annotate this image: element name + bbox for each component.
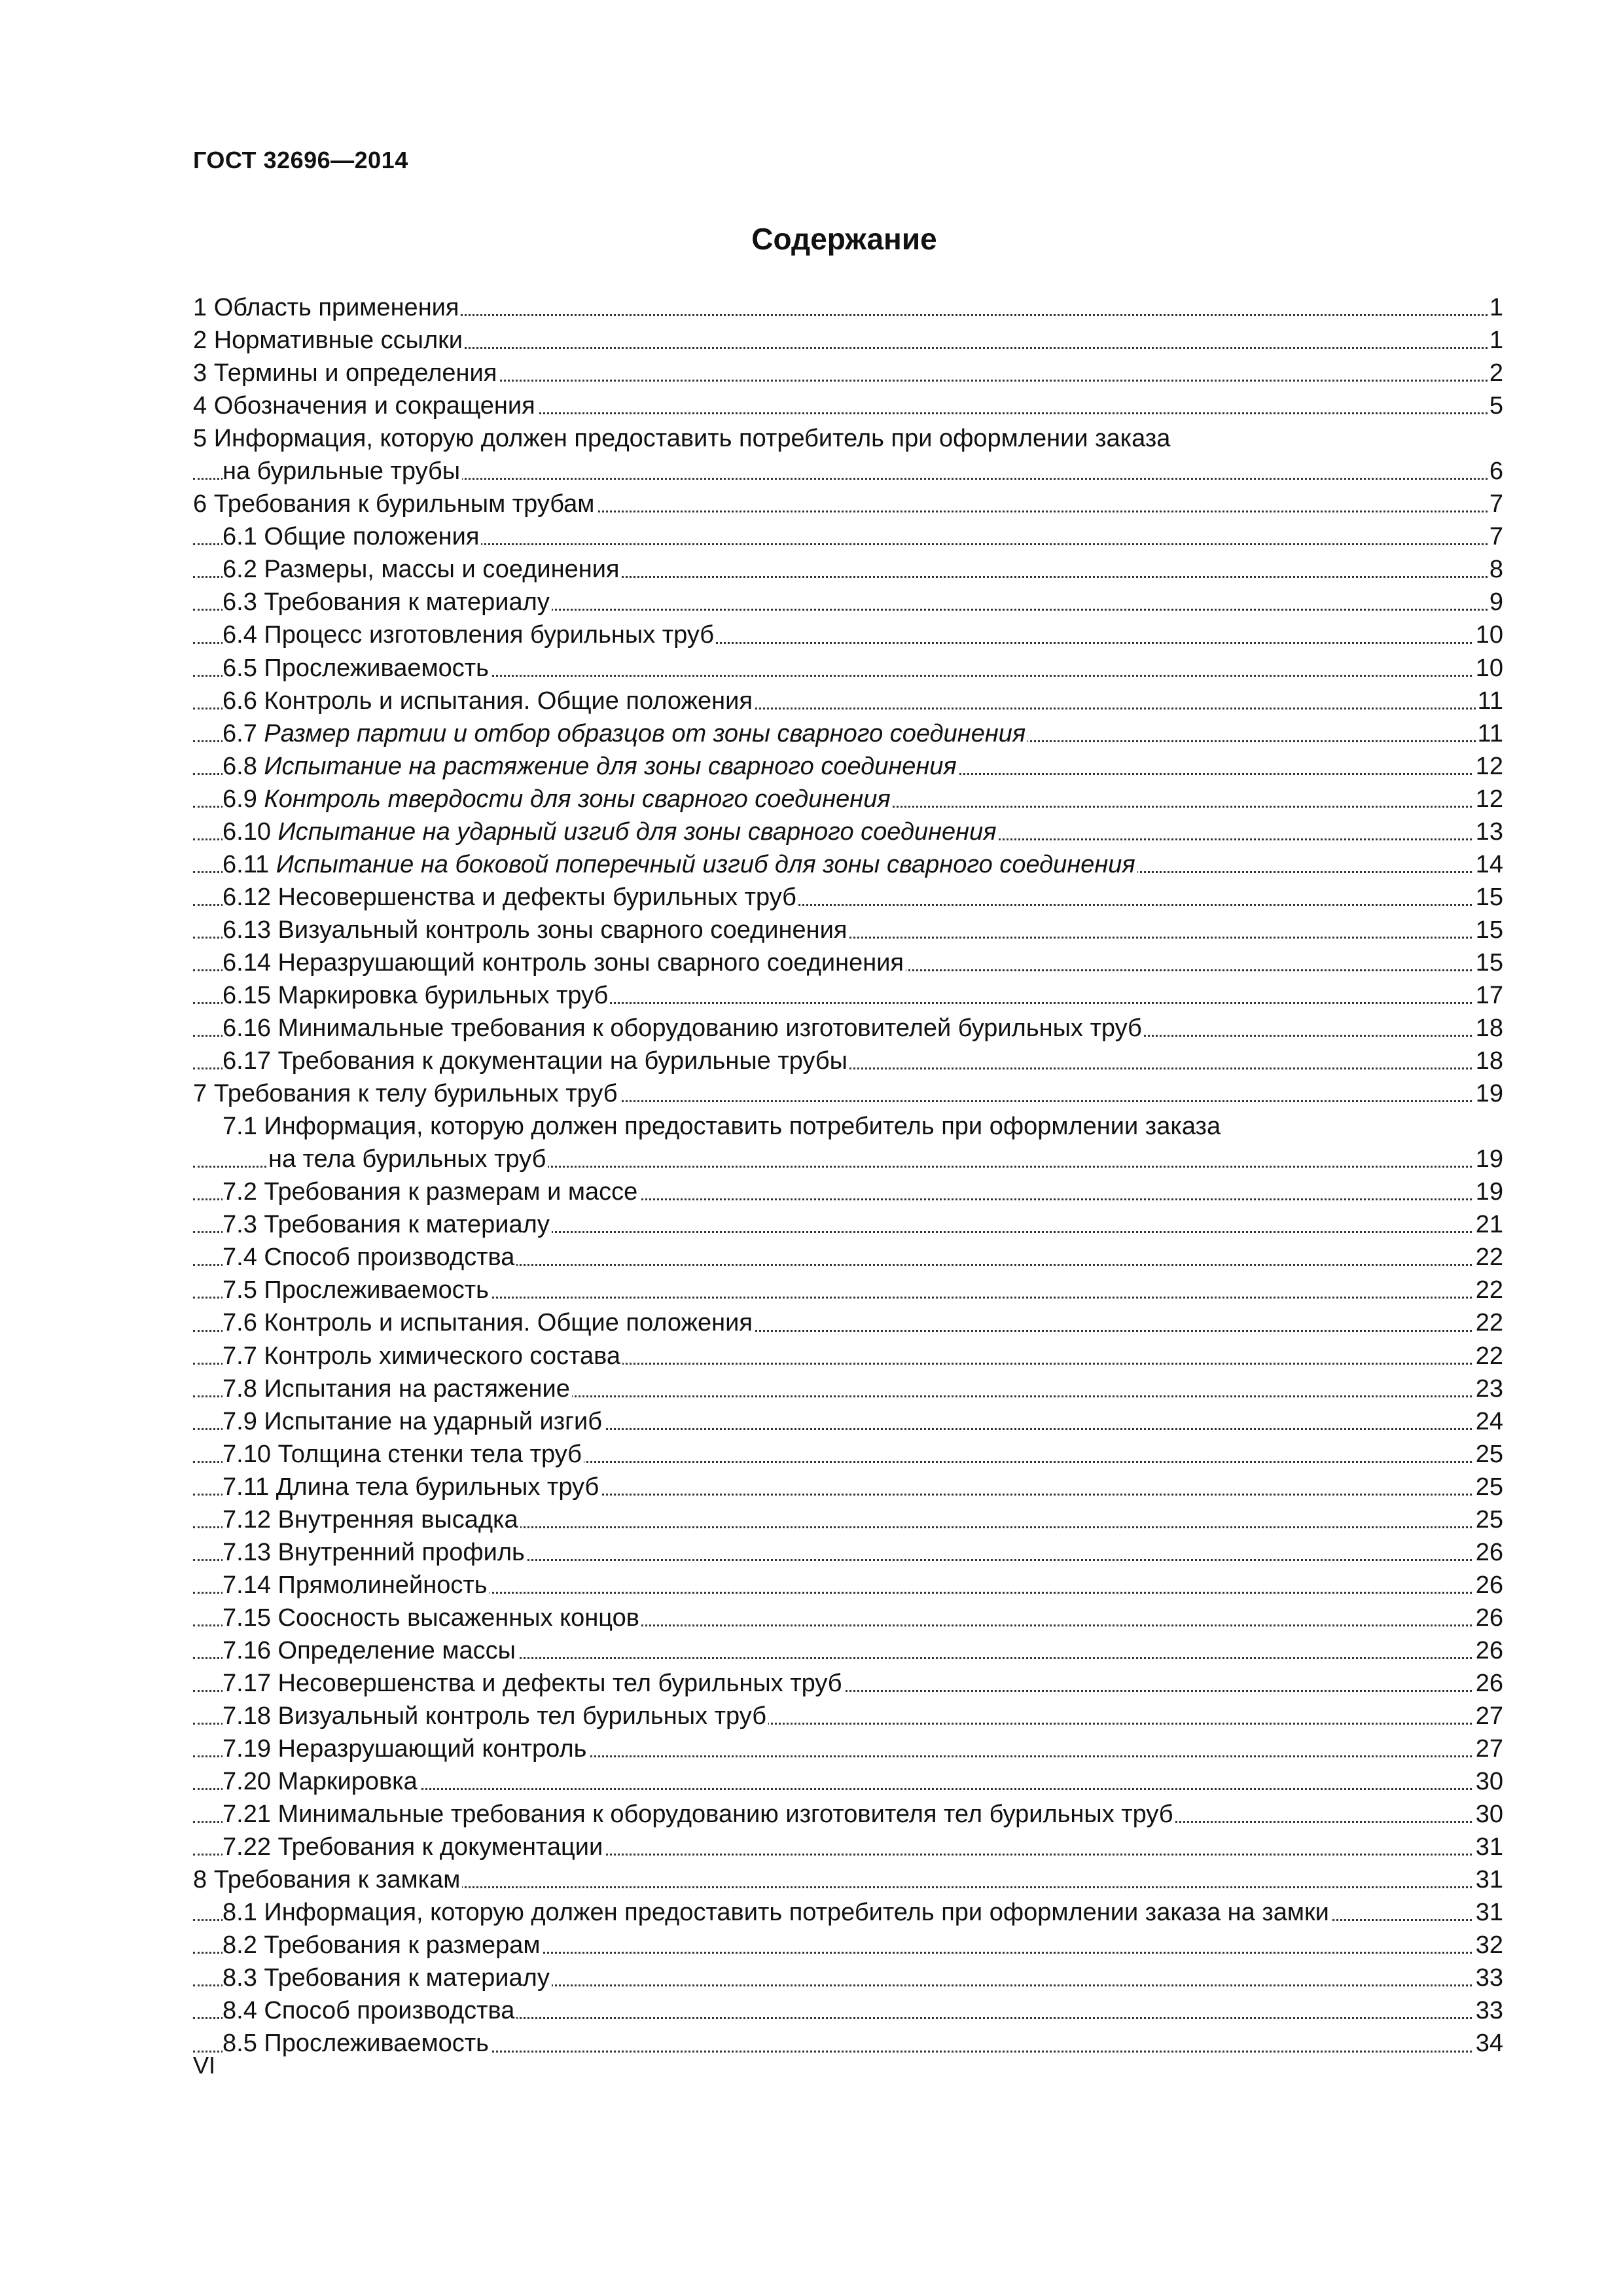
- toc-entry-label: Размер партии и отбор образцов от зоны сварного соединения: [264, 719, 1026, 747]
- toc-entry-title: 7.13 Внутренний профиль: [223, 1536, 527, 1569]
- toc-entry-title: 8.5 Прослеживаемость: [223, 2027, 491, 2060]
- toc-entry-title: 7.12 Внутренняя высадка: [223, 1503, 520, 1536]
- toc-entry[interactable]: [193, 1798, 1503, 1831]
- toc-entry-title: 2 Нормативные ссылки: [193, 324, 465, 357]
- toc-entry-number: 6.8: [223, 752, 257, 780]
- toc-entry[interactable]: [193, 1602, 1503, 1634]
- toc-entry-number: 6.7: [223, 719, 257, 747]
- toc-entry-title: 7.10 Толщина стенки тела труб: [223, 1438, 584, 1471]
- toc-entry-title: на бурильные трубы: [223, 455, 462, 488]
- toc-page-number: 22: [1474, 1306, 1503, 1339]
- toc-entry[interactable]: [193, 1536, 1503, 1569]
- toc-entry[interactable]: [193, 1471, 1503, 1503]
- toc-page-number: 22: [1474, 1340, 1503, 1372]
- toc-entry[interactable]: [193, 685, 1503, 717]
- toc-entry-title: 6.1 Общие положения: [223, 520, 481, 553]
- toc-page-number: 1: [1488, 324, 1503, 357]
- toc-entry-title: 7.3 Требования к материалу: [223, 1208, 552, 1241]
- toc-page-number: 15: [1474, 881, 1503, 914]
- toc-page-number: 31: [1474, 1863, 1503, 1896]
- toc-page-number: 14: [1474, 848, 1503, 881]
- toc-entry[interactable]: [193, 1732, 1503, 1765]
- toc-page-number: 19: [1474, 1175, 1503, 1208]
- toc-page-number: 30: [1474, 1765, 1503, 1798]
- toc-page-number: 9: [1488, 586, 1503, 619]
- toc-entry-title: 8.4 Способ производства: [223, 1994, 516, 2027]
- toc-entry-title: 6.6 Контроль и испытания. Общие положения: [223, 685, 755, 717]
- toc-entry[interactable]: [193, 1405, 1503, 1438]
- toc-entry[interactable]: [193, 1994, 1503, 2027]
- toc-entry-label: Испытание на растяжение для зоны сварного соединения: [264, 752, 957, 780]
- toc-entry[interactable]: [193, 1274, 1503, 1306]
- toc-entry[interactable]: [193, 1863, 1503, 1896]
- toc-page-number: 6: [1488, 455, 1503, 488]
- toc-entry[interactable]: [193, 1634, 1503, 1667]
- toc-entry[interactable]: [193, 1667, 1503, 1700]
- toc-entry[interactable]: [193, 1831, 1503, 1863]
- toc-page-number: 22: [1474, 1241, 1503, 1274]
- toc-page-number: 26: [1474, 1667, 1503, 1700]
- toc-entry-title: 7.5 Прослеживаемость: [223, 1274, 491, 1306]
- toc-page-number: 13: [1474, 816, 1503, 848]
- toc-page-number: 5: [1488, 389, 1503, 422]
- toc-entry[interactable]: [193, 1700, 1503, 1732]
- toc-entry-title: 7.2 Требования к размерам и массе: [223, 1175, 639, 1208]
- toc-entry-number: 6.9: [223, 785, 257, 813]
- toc-page-number: 33: [1474, 1994, 1503, 2027]
- toc-entry-title: 7.19 Неразрушающий контроль: [223, 1732, 588, 1765]
- toc-entry[interactable]: [193, 520, 1503, 553]
- toc-entry-title: 6.15 Маркировка бурильных труб: [223, 979, 610, 1012]
- toc-entry[interactable]: [193, 1143, 1503, 1175]
- toc-entry[interactable]: [193, 488, 1503, 520]
- toc-entry[interactable]: [193, 979, 1503, 1012]
- toc-entry-title: 3 Термины и определения: [193, 357, 499, 389]
- toc-entry[interactable]: [193, 1438, 1503, 1471]
- toc-entry[interactable]: [193, 783, 1503, 816]
- toc-entry[interactable]: [193, 1012, 1503, 1045]
- toc-page-number: 26: [1474, 1634, 1503, 1667]
- toc-entry[interactable]: [193, 816, 1503, 848]
- toc-entry-title: 7.4 Способ производства: [223, 1241, 516, 1274]
- toc-entry[interactable]: [193, 1929, 1503, 1962]
- toc-entry-title: 5 Информация, которую должен предоставить потребитель при оформлении заказа: [193, 422, 1172, 455]
- toc-entry-title: 7 Требования к телу бурильных труб: [193, 1077, 620, 1110]
- toc-entry-title: 8 Требования к замкам: [193, 1863, 462, 1896]
- toc-page-number: 26: [1474, 1602, 1503, 1634]
- toc-entry[interactable]: [193, 1765, 1503, 1798]
- toc-entry-label: Контроль твердости для зоны сварного соединения: [264, 785, 891, 813]
- toc-page-number: 31: [1474, 1896, 1503, 1929]
- toc-entry-title: [223, 848, 1137, 881]
- toc-entry-title: [223, 750, 959, 783]
- toc-entry-title: 7.22 Требования к документации: [223, 1831, 605, 1863]
- toc-title: Содержание: [751, 222, 937, 256]
- toc-page-number: 17: [1474, 979, 1503, 1012]
- toc-entry-title: 7.15 Соосность высаженных концов: [223, 1602, 641, 1634]
- toc-entry[interactable]: [193, 619, 1503, 651]
- toc-entry-title: 7.18 Визуальный контроль тел бурильных труб: [223, 1700, 768, 1732]
- toc-entry[interactable]: [193, 750, 1503, 783]
- toc-entry[interactable]: [193, 1340, 1503, 1372]
- toc-entry[interactable]: [193, 586, 1503, 619]
- toc-entry-title: 4 Обозначения и сокращения: [193, 389, 537, 422]
- toc-page-number: 27: [1474, 1700, 1503, 1732]
- toc-entry-title: 6.4 Процесс изготовления бурильных труб: [223, 619, 716, 651]
- toc-entry-title: 8.1 Информация, которую должен предоставить потребитель при оформлении заказа на замки: [223, 1896, 1331, 1929]
- toc-entry-title: 6.12 Несовершенства и дефекты бурильных труб: [223, 881, 798, 914]
- toc-page-number: 15: [1474, 946, 1503, 979]
- toc-page-number: 21: [1474, 1208, 1503, 1241]
- toc-page-number: 26: [1474, 1569, 1503, 1602]
- toc-entry[interactable]: [193, 1241, 1503, 1274]
- toc-page-number: 30: [1474, 1798, 1503, 1831]
- toc-entry-title: 7.9 Испытание на ударный изгиб: [223, 1405, 604, 1438]
- toc-entry-title: 7.8 Испытания на растяжение: [223, 1372, 572, 1405]
- toc-entry-title: 7.20 Маркировка: [223, 1765, 419, 1798]
- toc-page-number: 11: [1476, 717, 1503, 750]
- toc-page-number: 7: [1488, 520, 1503, 553]
- toc-page-number: 31: [1474, 1831, 1503, 1863]
- toc-entry[interactable]: [193, 946, 1503, 979]
- toc-entry-title: 6.14 Неразрушающий контроль зоны сварного соединения: [223, 946, 906, 979]
- toc-entry-title: 6.16 Минимальные требования к оборудованию изготовителей бурильных труб: [223, 1012, 1144, 1045]
- toc-entry-title: [223, 783, 893, 816]
- toc-entry-title: [223, 717, 1027, 750]
- toc-entry[interactable]: [193, 1962, 1503, 1994]
- toc-entry[interactable]: [193, 1372, 1503, 1405]
- toc-entry-title: 8.3 Требования к материалу: [223, 1962, 552, 1994]
- toc-page-number: 11: [1476, 685, 1503, 717]
- toc-entry-title: 7.1 Информация, которую должен предоставить потребитель при оформлении заказа: [223, 1110, 1222, 1143]
- toc-entry-title: 7.6 Контроль и испытания. Общие положения: [223, 1306, 755, 1339]
- toc-entry-label: Испытание на ударный изгиб для зоны сварного соединения: [277, 817, 997, 846]
- toc-entry-title: 6.5 Прослеживаемость: [223, 652, 491, 685]
- toc-page-number: 12: [1474, 783, 1503, 816]
- toc-page-number: 25: [1474, 1471, 1503, 1503]
- toc-entry[interactable]: [193, 422, 1503, 455]
- toc-page-number: 34: [1474, 2027, 1503, 2060]
- toc-page-number: 10: [1474, 619, 1503, 651]
- toc-entry-title: 7.16 Определение массы: [223, 1634, 518, 1667]
- toc-page-number: 27: [1474, 1732, 1503, 1765]
- toc-entry[interactable]: [193, 1045, 1503, 1077]
- toc-page-number: 2: [1488, 357, 1503, 389]
- toc-entry[interactable]: [193, 881, 1503, 914]
- toc-entry-title: 7.7 Контроль химического состава: [223, 1340, 622, 1372]
- toc-page-number: 7: [1488, 488, 1503, 520]
- toc-entry[interactable]: [193, 357, 1503, 389]
- toc-entry[interactable]: [193, 455, 1503, 488]
- toc-entry-title: 6.17 Требования к документации на бурильные трубы: [223, 1045, 849, 1077]
- toc-entry[interactable]: [193, 1306, 1503, 1339]
- toc-page-number: 18: [1474, 1045, 1503, 1077]
- toc-page-number: 23: [1474, 1372, 1503, 1405]
- toc-entry[interactable]: [193, 717, 1503, 750]
- toc-page-number: 8: [1488, 553, 1503, 586]
- toc-page-number: 10: [1474, 652, 1503, 685]
- toc-entry[interactable]: [193, 1208, 1503, 1241]
- toc-entry-title: 7.14 Прямолинейность: [223, 1569, 490, 1602]
- toc-entry-number: 6.11: [223, 850, 270, 878]
- toc-entry-title: 8.2 Требования к размерам: [223, 1929, 543, 1962]
- toc-entry-title: 6 Требования к бурильным трубам: [193, 488, 596, 520]
- toc-entry[interactable]: [193, 324, 1503, 357]
- toc-entry[interactable]: [193, 291, 1503, 324]
- toc-entry-title: 1 Область применения: [193, 291, 461, 324]
- document-code: ГОСТ 32696—2014: [193, 147, 408, 173]
- toc-entry[interactable]: [193, 1175, 1503, 1208]
- toc-entry[interactable]: [193, 1896, 1503, 1929]
- toc-page-number: 24: [1474, 1405, 1503, 1438]
- toc-page-number: 22: [1474, 1274, 1503, 1306]
- toc-page-number: 12: [1474, 750, 1503, 783]
- toc-entry-number: 6.10: [223, 817, 271, 846]
- toc-entry-title: на тела бурильных труб: [268, 1143, 548, 1175]
- toc-page-number: 15: [1474, 914, 1503, 946]
- toc-page-number: 18: [1474, 1012, 1503, 1045]
- toc-page-number: 25: [1474, 1503, 1503, 1536]
- toc-page-number: 33: [1474, 1962, 1503, 1994]
- toc-entry-title: [223, 816, 999, 848]
- toc-entry[interactable]: [193, 652, 1503, 685]
- page-number: VI: [193, 2052, 216, 2079]
- toc-entry[interactable]: [193, 1077, 1503, 1110]
- toc-entry[interactable]: [193, 553, 1503, 586]
- toc-entry[interactable]: [193, 1503, 1503, 1536]
- toc-entry-title: 7.17 Несовершенства и дефекты тел бурильных труб: [223, 1667, 844, 1700]
- toc-page-number: 19: [1474, 1143, 1503, 1175]
- toc-entry-title: 6.13 Визуальный контроль зоны сварного соединения: [223, 914, 849, 946]
- toc-page-number: 19: [1474, 1077, 1503, 1110]
- toc-entry[interactable]: [193, 1110, 1503, 1143]
- toc-entry[interactable]: [193, 848, 1503, 881]
- toc-page-number: 32: [1474, 1929, 1503, 1962]
- toc-entry-title: 6.3 Требования к материалу: [223, 586, 552, 619]
- toc-entry-title: 6.2 Размеры, массы и соединения: [223, 553, 622, 586]
- toc-page-number: 26: [1474, 1536, 1503, 1569]
- table-of-contents: [193, 291, 1503, 2060]
- toc-entry[interactable]: [193, 2027, 1503, 2060]
- toc-entry[interactable]: [193, 914, 1503, 946]
- toc-entry-title: 7.11 Длина тела бурильных труб: [223, 1471, 601, 1503]
- toc-page-number: 25: [1474, 1438, 1503, 1471]
- toc-entry[interactable]: [193, 1569, 1503, 1602]
- toc-page-number: 1: [1488, 291, 1503, 324]
- toc-entry-label: Испытание на боковой поперечный изгиб для зоны сварного соединения: [276, 850, 1135, 878]
- toc-entry-title: 7.21 Минимальные требования к оборудованию изготовителя тел бурильных труб: [223, 1798, 1175, 1831]
- toc-entry[interactable]: [193, 389, 1503, 422]
